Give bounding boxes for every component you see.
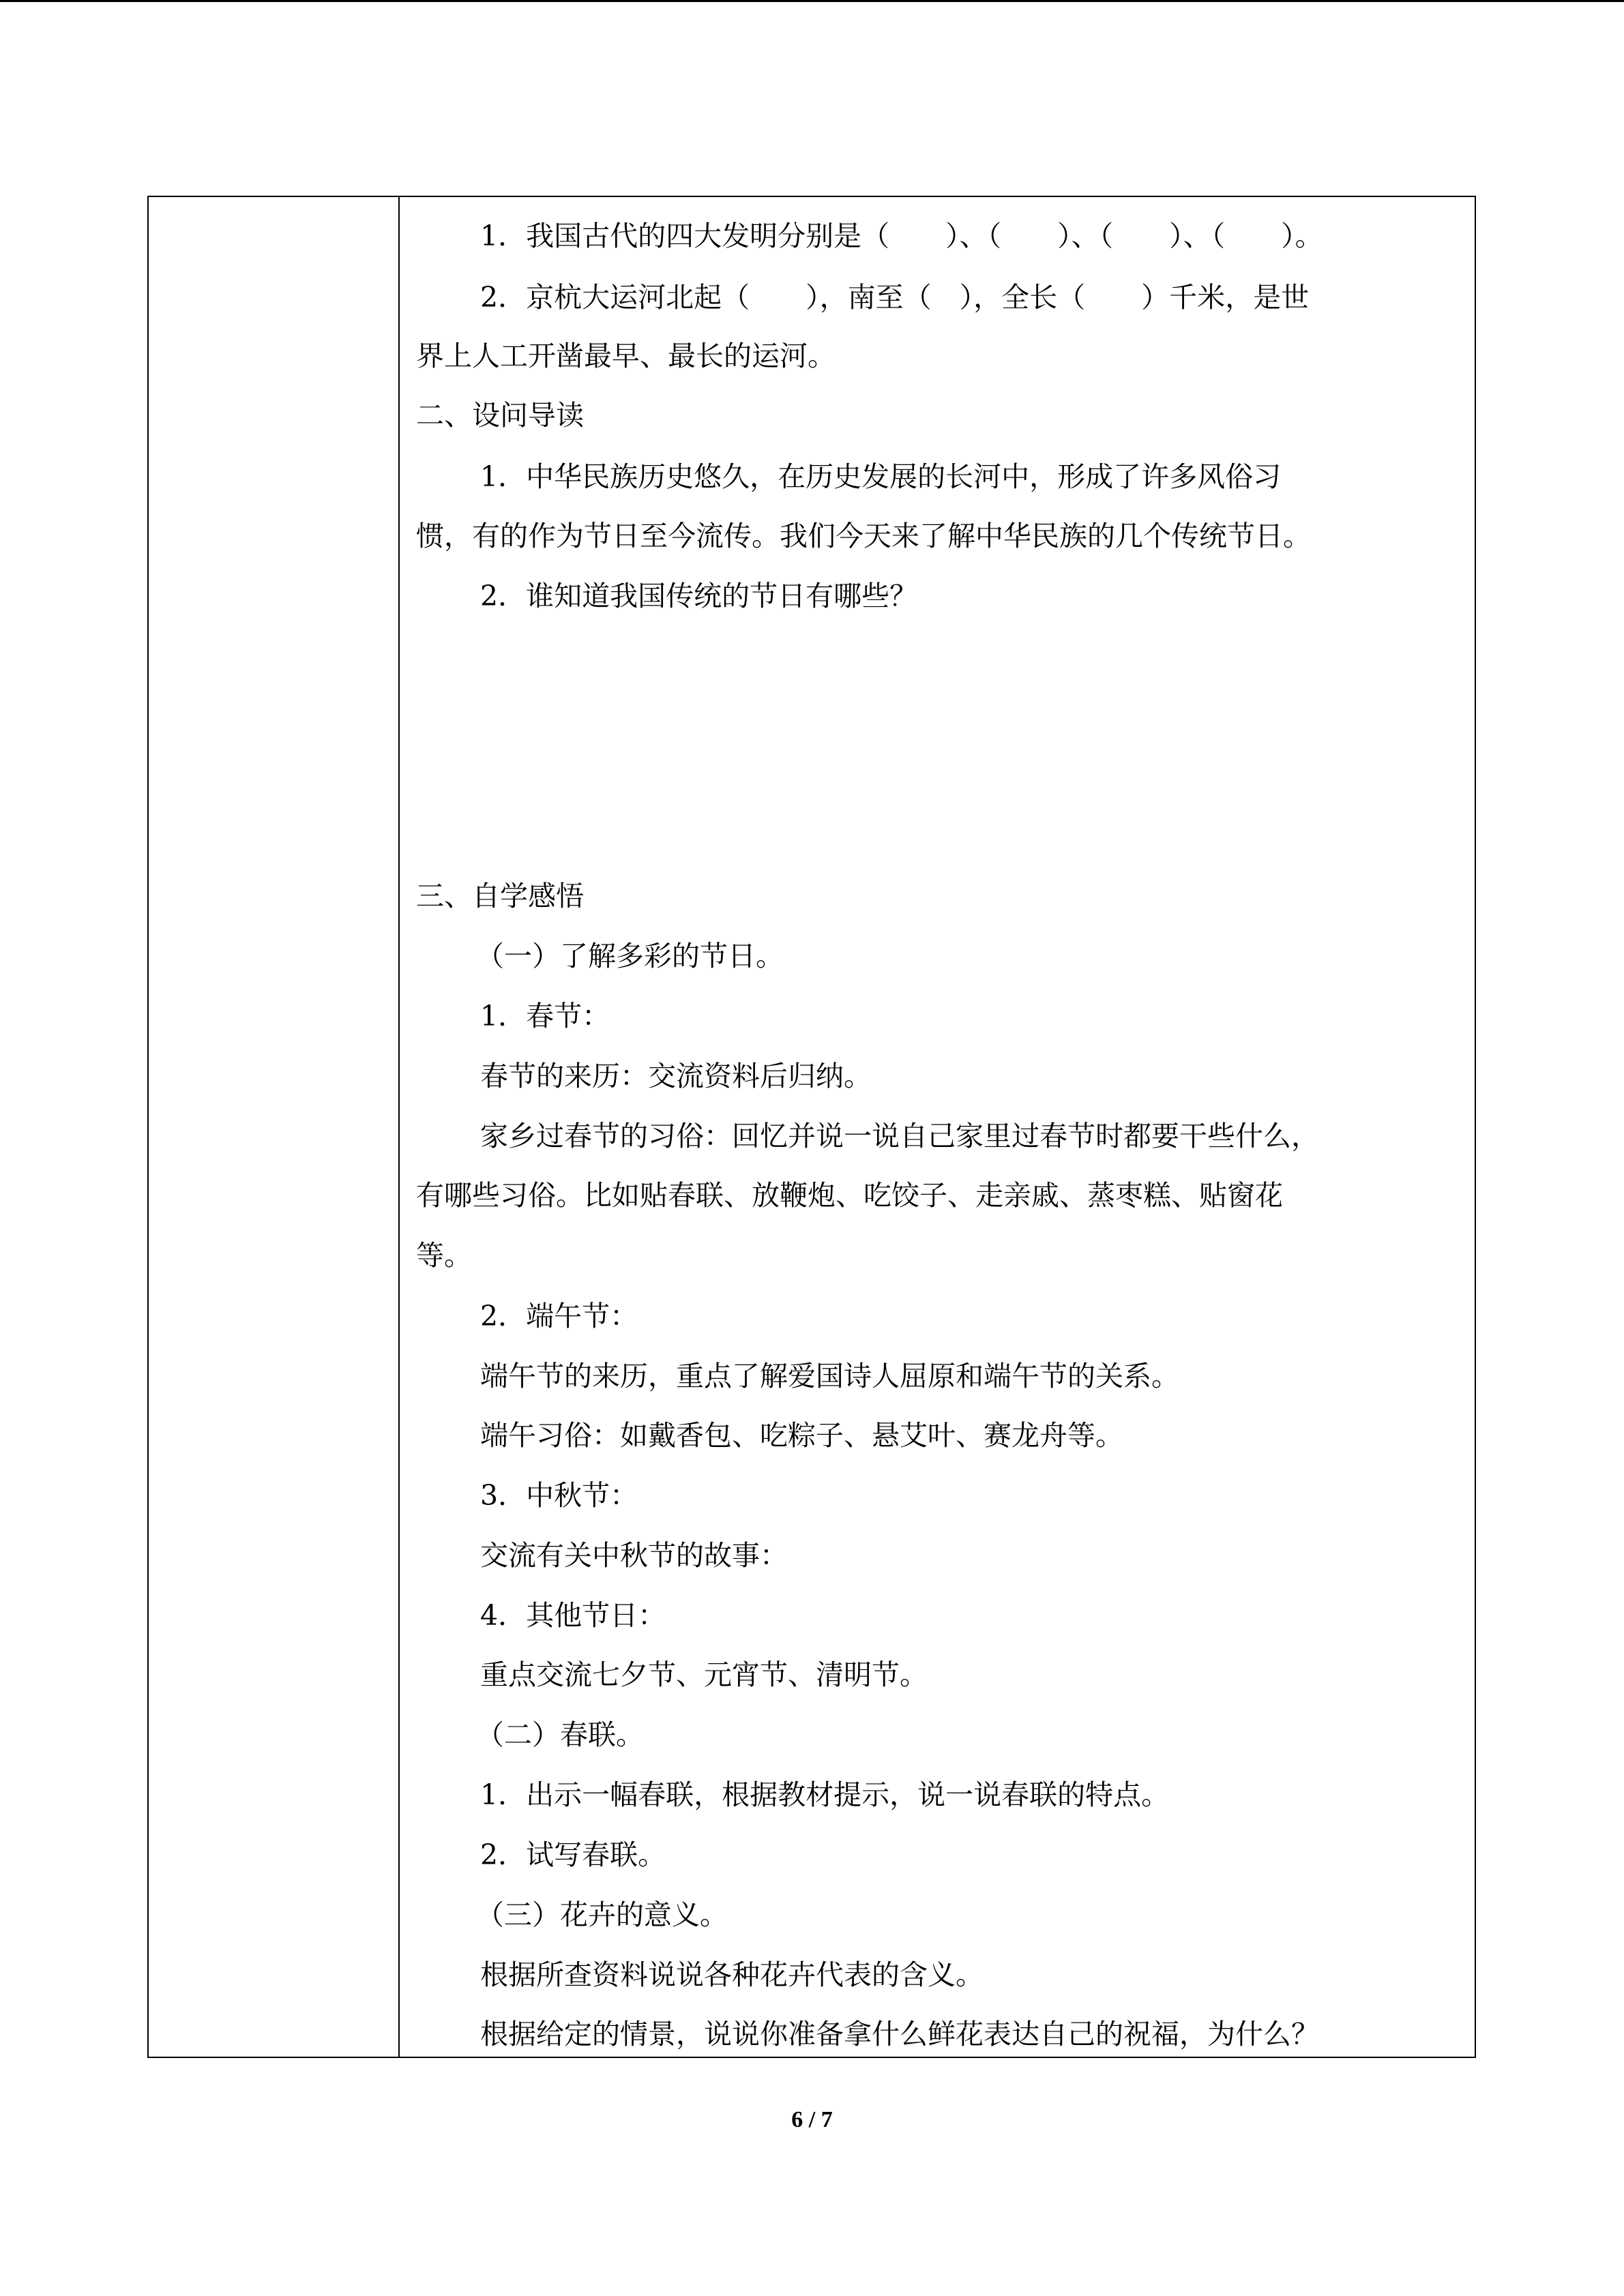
section-heading: 三、自学感悟 [416, 880, 584, 912]
text-line: 端午习俗：如戴香包、吃粽子、悬艾叶、赛龙舟等。 [480, 1419, 1123, 1452]
text-line: 1．我国古代的四大发明分别是（ ）、（ ）、（ ）、（ ）。 [480, 220, 1323, 252]
text-line: 春节的来历：交流资料后归纳。 [480, 1060, 872, 1092]
text-line: 3．中秋节： [480, 1479, 638, 1512]
text-line: 界上人工开凿最早、最长的运河。 [416, 340, 836, 372]
subsection-heading: （一）了解多彩的节日。 [476, 940, 784, 972]
text-line: 根据给定的情景，说说你准备拿什么鲜花表达自己的祝福，为什么？ [480, 2018, 1319, 2051]
text-line: 根据所查资料说说各种花卉代表的含义。 [480, 1958, 984, 1991]
text-line: 1．春节： [480, 1000, 610, 1032]
table-left-cell [149, 197, 398, 2057]
section-heading: 二、设问导读 [416, 399, 584, 432]
text-line: 2．端午节： [480, 1300, 638, 1332]
page-number: 6 / 7 [791, 2107, 833, 2132]
text-line: 重点交流七夕节、元宵节、清明节。 [480, 1658, 928, 1691]
text-line: 4．其他节日： [480, 1599, 666, 1632]
text-line: 交流有关中秋节的故事： [480, 1539, 788, 1572]
top-border [0, 0, 1624, 2]
text-line: 1．中华民族历史悠久，在历史发展的长河中，形成了许多风俗习 [480, 460, 1282, 493]
text-line: 1．出示一幅春联，根据教材提示，说一说春联的特点。 [480, 1778, 1170, 1811]
subsection-heading: （二）春联。 [476, 1718, 644, 1751]
text-line: 惯，有的作为节日至今流传。我们今天来了解中华民族的几个传统节日。 [416, 520, 1311, 552]
text-line: 端午节的来历，重点了解爱国诗人屈原和端午节的关系。 [480, 1360, 1179, 1392]
table-right-cell [400, 197, 1475, 2057]
text-line: 家乡过春节的习俗：回忆并说一说自己家里过春节时都要干些什么， [480, 1120, 1319, 1152]
text-line: 2．京杭大运河北起（ ），南至（ ），全长（ ）千米，是世 [480, 281, 1310, 314]
text-line: 2．谁知道我国传统的节日有哪些？ [480, 580, 918, 612]
text-line: 等。 [416, 1239, 472, 1272]
text-line: 有哪些习俗。比如贴春联、放鞭炮、吃饺子、走亲戚、蒸枣糕、贴窗花 [416, 1179, 1283, 1212]
text-line: 2．试写春联。 [480, 1838, 666, 1871]
subsection-heading: （三）花卉的意义。 [476, 1898, 728, 1931]
